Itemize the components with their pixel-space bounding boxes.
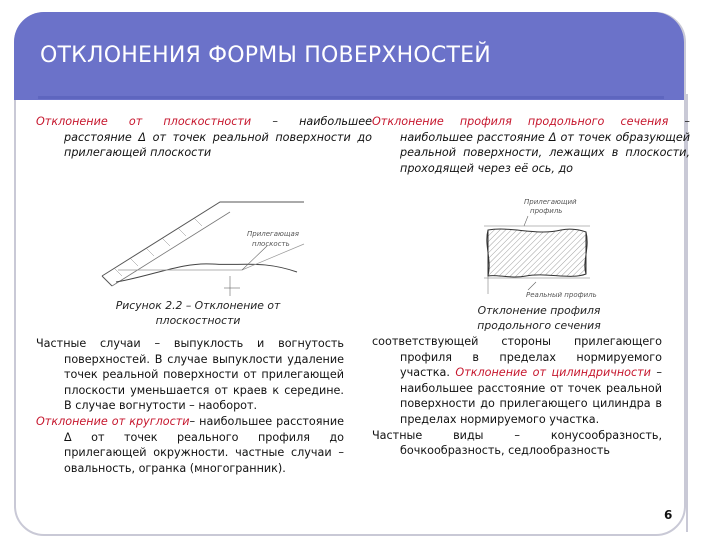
cylindricity-def: – наибольшее расстояние от точек реальной поверхности до прилегающего цилиндра в пределах нормируемого участка.: [400, 366, 662, 426]
figure-label-top-1: Прилегающий: [524, 198, 577, 206]
title-underline: [38, 96, 664, 99]
plate-top-edge: [102, 202, 304, 276]
roundness-definition: [36, 414, 344, 476]
special-cases: Частные случаи – выпуклость и вогнутость поверхностей. В случае выпуклости удаление точек реальной поверхности от прилегающей плоскости уменьшается от краев к середине. В случае вогнутости – наоборот.: [36, 337, 344, 413]
profile-definition: [372, 114, 690, 176]
flatness-term: Отклонение от плоскостности: [36, 115, 252, 128]
figure-label-top-2: профиль: [530, 207, 563, 215]
roundness-term: Отклонение от круглости: [36, 414, 190, 428]
slide-title: ОТКЛОНЕНИЯ ФОРМЫ ПОВЕРХНОСТЕЙ: [40, 43, 491, 68]
profile-figure: [466, 190, 626, 302]
continuation-text: соответствующей стороны прилегающего профиля в пределах нормируемого участка.: [372, 335, 662, 380]
left-lower-text: [36, 336, 344, 476]
cylindricity-term: Отклонение от цилиндричности: [455, 366, 651, 380]
flatness-definition: [36, 114, 372, 161]
flatness-figure-caption: Рисунок 2.2 – Отклонение от плоскостности: [115, 299, 281, 327]
profile-continuation: [372, 334, 662, 428]
profile-term: Отклонение профиля продольного сечения: [372, 115, 669, 128]
plate-hatching: [114, 218, 202, 276]
right-lower-text: [372, 334, 662, 459]
figure-label-2: плоскость: [252, 240, 290, 248]
profile-figure-caption: Отклонение профиля продольного сечения: [477, 304, 601, 332]
roundness-def: – наибольшее расстояние Δ от точек реального профиля до прилегающей окружности. частные случаи – овальность, огранка (многогранник).: [64, 414, 344, 475]
figure-label-1: Прилегающая: [247, 230, 299, 238]
profile-def: – наибольшее расстояние Δ от точек образующей реальной поверхности, лежащих в плоскости, проходящей через её ось, до: [400, 115, 690, 175]
page-number: 6: [664, 508, 673, 522]
special-types: Частные виды – конусообразность, бочкообразность, седлообразность: [372, 428, 662, 458]
figure-label-bottom: Реальный профиль: [526, 291, 597, 299]
flatness-figure: [92, 184, 322, 302]
real-profile-body: [488, 229, 586, 277]
flatness-def: – наибольшее расстояние Δ от точек реальной поверхности до прилегающей плоскости: [64, 115, 372, 160]
